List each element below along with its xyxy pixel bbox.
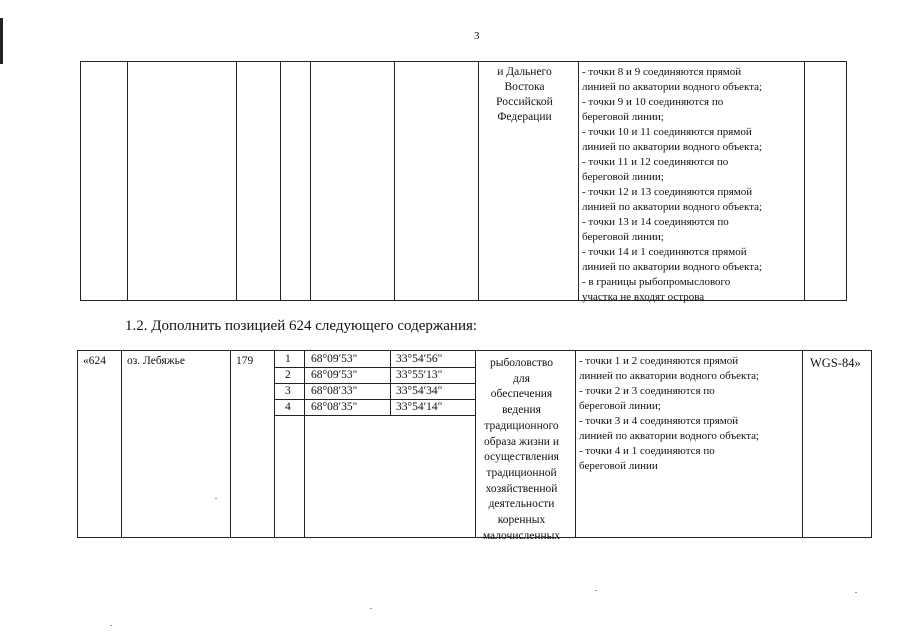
column-divider — [310, 62, 311, 300]
description-line: береговой линии; — [582, 231, 664, 243]
purpose-line: деятельности — [488, 498, 555, 511]
point-latitude: 68°09′53" — [311, 369, 358, 381]
description-line: береговой линии; — [582, 111, 664, 123]
column-divider — [121, 351, 122, 537]
area-value: 179 — [236, 355, 254, 367]
purpose-line: образа жизни и — [484, 435, 559, 448]
page-number: 3 — [474, 30, 480, 42]
row-divider — [274, 415, 475, 416]
description-line: береговой линии; — [579, 400, 661, 412]
point-number: 2 — [285, 369, 291, 381]
water-body-name: оз. Лебяжье — [127, 355, 186, 367]
table-position-624 — [77, 350, 872, 542]
purpose-cell — [475, 356, 568, 544]
point-latitude: 68°08′35" — [311, 401, 358, 413]
column-divider — [394, 62, 395, 300]
scan-speckle — [110, 625, 112, 626]
description-line: - точки 9 и 10 соединяются по — [582, 96, 724, 108]
subject-line: Востока — [504, 81, 545, 93]
description-line: - в границы рыбопромыслового — [582, 276, 731, 288]
description-line: - точки 4 и 1 соединяются по — [579, 445, 715, 457]
description-line: береговой линии — [579, 460, 658, 472]
scan-speckle — [595, 590, 597, 591]
point-longitude: 33°54′14" — [396, 401, 443, 413]
purpose-line: коренных — [497, 514, 546, 527]
description-line: линией по акватории водного объекта; — [579, 370, 760, 382]
description-line: - точки 11 и 12 соединяются по — [582, 156, 729, 168]
purpose-line: традиционного — [484, 419, 559, 432]
point-number: 1 — [285, 353, 291, 365]
purpose-line: ведения — [502, 404, 541, 417]
scan-speckle — [370, 608, 372, 609]
description-line: - точки 10 и 11 соединяются прямой — [582, 126, 752, 138]
point-longitude: 33°54′34" — [396, 385, 443, 397]
column-divider — [575, 351, 576, 537]
subject-line: и Дальнего — [497, 66, 552, 78]
purpose-line: хозяйственной — [485, 482, 558, 495]
row-divider — [274, 383, 475, 384]
subject-line: Российской — [496, 96, 553, 108]
point-latitude: 68°09′53" — [311, 353, 358, 365]
point-longitude: 33°55′13" — [396, 369, 443, 381]
column-divider — [304, 351, 305, 537]
subject-line: Федерации — [497, 111, 552, 123]
boundary-description-cell — [579, 354, 804, 474]
description-line: - точки 8 и 9 соединяются прямой — [582, 66, 742, 78]
scan-speckle — [215, 498, 217, 499]
description-line: - точки 3 и 4 соединяются прямой — [579, 415, 739, 427]
purpose-line: обеспечения — [490, 388, 553, 401]
position-number: «624 — [83, 355, 106, 367]
purpose-line: рыболовство — [489, 357, 553, 369]
coordinate-system: WGS-84» — [810, 356, 861, 370]
purpose-line: для — [513, 372, 530, 385]
subject-cell — [478, 62, 571, 125]
column-divider — [230, 351, 231, 537]
purpose-line: традиционной — [486, 466, 557, 479]
purpose-line: осуществления — [484, 451, 559, 464]
description-line: линией по акватории водного объекта; — [582, 201, 763, 213]
scan-speckle — [855, 592, 857, 593]
column-divider — [280, 62, 281, 300]
point-number: 3 — [285, 385, 291, 397]
row-divider — [274, 399, 475, 400]
description-line: - точки 13 и 14 соединяются по — [582, 216, 729, 228]
description-line: - точки 14 и 1 соединяются прямой — [582, 246, 747, 258]
description-line: - точки 2 и 3 соединяются по — [579, 385, 715, 397]
point-latitude: 68°08′33" — [311, 385, 358, 397]
table-continuation — [80, 61, 847, 301]
point-number: 4 — [285, 401, 291, 413]
row-divider — [274, 367, 475, 368]
column-divider — [274, 351, 275, 537]
boundary-description-cell — [582, 65, 808, 305]
description-line: линией по акватории водного объекта; — [582, 141, 763, 153]
description-line: - точки 12 и 13 соединяются прямой — [582, 186, 753, 198]
description-line: линией по акватории водного объекта; — [579, 430, 760, 442]
scan-edge-mark — [0, 18, 3, 64]
description-line: участка не входят острова — [582, 291, 705, 303]
description-line: - точки 1 и 2 соединяются прямой — [579, 355, 739, 367]
section-heading: 1.2. Дополнить позицией 624 следующего содержания: — [125, 318, 478, 334]
purpose-line: малочисленных — [482, 529, 561, 542]
description-line: линией по акватории водного объекта; — [582, 261, 763, 273]
point-longitude: 33°54′56" — [396, 353, 443, 365]
column-divider — [236, 62, 237, 300]
column-divider — [127, 62, 128, 300]
description-line: береговой линии; — [582, 171, 664, 183]
column-divider — [578, 62, 579, 300]
description-line: линией по акватории водного объекта; — [582, 81, 763, 93]
